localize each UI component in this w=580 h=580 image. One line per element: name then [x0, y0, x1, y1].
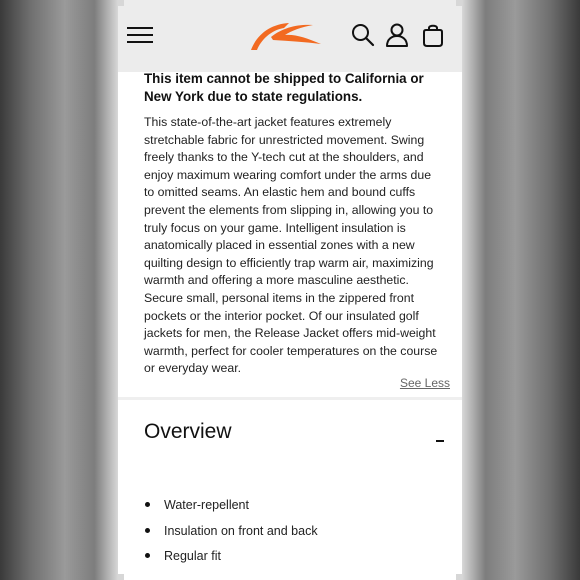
bullet-icon — [145, 502, 150, 507]
background-left — [0, 0, 118, 580]
background-right — [462, 0, 580, 580]
kjus-logo-icon[interactable] — [249, 20, 323, 52]
feature-text: Water-repellent — [164, 498, 249, 512]
shipping-restriction-notice: This item cannot be shipped to California or New York due to state regulations. — [144, 71, 424, 104]
phone-screen — [118, 0, 462, 580]
feature-list — [144, 497, 318, 574]
feature-text: Regular fit — [164, 549, 221, 563]
frame-corner — [118, 574, 124, 580]
section-divider — [118, 397, 462, 400]
list-item — [144, 523, 318, 549]
site-header — [118, 0, 462, 72]
search-icon[interactable] — [350, 22, 376, 48]
collapse-toggle-icon[interactable] — [436, 440, 444, 442]
hamburger-menu-icon[interactable] — [127, 25, 153, 45]
list-item — [144, 497, 318, 523]
shopping-bag-icon[interactable] — [420, 22, 446, 48]
frame-corner — [456, 0, 462, 6]
product-description: This state-of-the-art jacket features extremely stretchable fabric for unrestricted movement. Swing freely thanks to the Y-tech cut at the shoulders, and enjoy maximum wearing comfort under the arms due to omitted seams. An elastic hem and bound cuffs prevent the elements from slipping in, allowing you to truly focus on your game. Intelligent insulation is anatomically placed in essential zones with a new quilting design to efficiently trap warm air, maximizing warmth and offering a more masculine aesthetic. Secure small, personal items in the zippered front pockets or the interior pocket. Of our insulated golf jackets for men, the Release Jacket offers mid-weight warmth, perfect for cooler temperatures on the course or everyday wear. — [144, 115, 438, 376]
frame-corner — [118, 0, 124, 6]
user-icon[interactable] — [384, 22, 410, 48]
see-less-link[interactable]: See Less — [399, 376, 450, 390]
list-item — [144, 548, 318, 574]
bullet-icon — [145, 528, 150, 533]
frame-corner — [456, 574, 462, 580]
feature-text: Insulation on front and back — [164, 523, 318, 538]
overview-heading: Overview — [144, 420, 232, 443]
bullet-icon — [145, 553, 150, 558]
